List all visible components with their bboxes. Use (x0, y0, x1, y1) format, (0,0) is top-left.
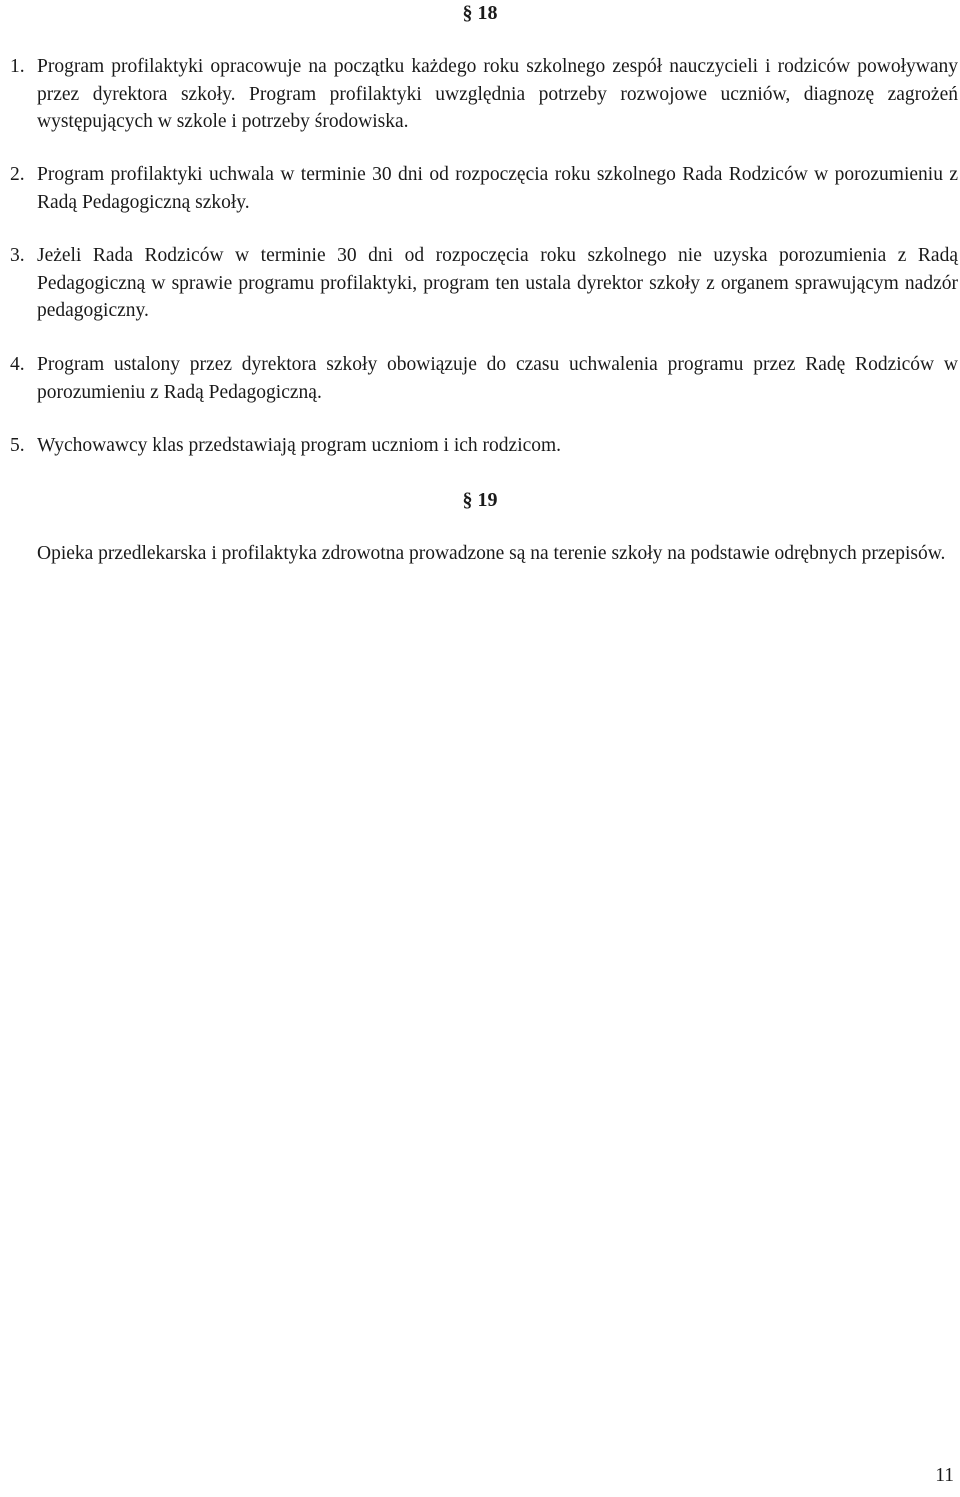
list-item-number: 2. (10, 164, 25, 185)
list-item-4 (10, 351, 958, 406)
section-sign: § (462, 2, 473, 24)
list-item-number: 4. (10, 354, 25, 375)
section-number: 18 (477, 2, 498, 24)
list-item-3 (10, 242, 958, 325)
list-item-number: 1. (10, 56, 25, 77)
section-18-heading (0, 0, 960, 27)
list-item-text: Program profilaktyki opracowuje na początku każdego roku szkolnego zespół nauczycieli i rodziców powoływany przez dyrektora szkoły. Program profilaktyki uwzględnia potrzeby rozwojowe uczniów, diagnozę zagrożeń występujących w szkole i potrzeby środowiska. (37, 56, 958, 132)
list-item-2 (10, 161, 958, 216)
list-item-text: Wychowawcy klas przedstawiają program uczniom i ich rodzicom. (37, 435, 562, 456)
section-number: 19 (477, 489, 498, 511)
list-item-number: 5. (10, 435, 25, 456)
list-item-5 (10, 432, 958, 460)
section-sign: § (462, 489, 473, 511)
list-item-text: Program profilaktyki uchwala w terminie 30 dni od rozpoczęcia roku szkolnego Rada Rodziców w porozumieniu z Radą Pedagogiczną szkoły. (37, 164, 958, 213)
section-19-paragraph: Opieka przedlekarska i profilaktyka zdrowotna prowadzone są na terenie szkoły na podstawie odrębnych przepisów. (37, 543, 946, 564)
list-item-text: Jeżeli Rada Rodziców w terminie 30 dni od rozpoczęcia roku szkolnego nie uzyska porozumienia z Radą Pedagogiczną w sprawie programu profilaktyki, program ten ustala dyrektor szkoły z organem sprawującym nadzór pedagogiczny. (37, 245, 958, 321)
list-item-number: 3. (10, 245, 25, 266)
page-number: 11 (935, 1465, 954, 1486)
list-item-1 (10, 53, 958, 136)
section-19-heading (0, 487, 960, 514)
list-item-text: Program ustalony przez dyrektora szkoły obowiązuje do czasu uchwalenia programu przez Radę Rodziców w porozumieniu z Radą Pedagogiczną. (37, 354, 958, 403)
